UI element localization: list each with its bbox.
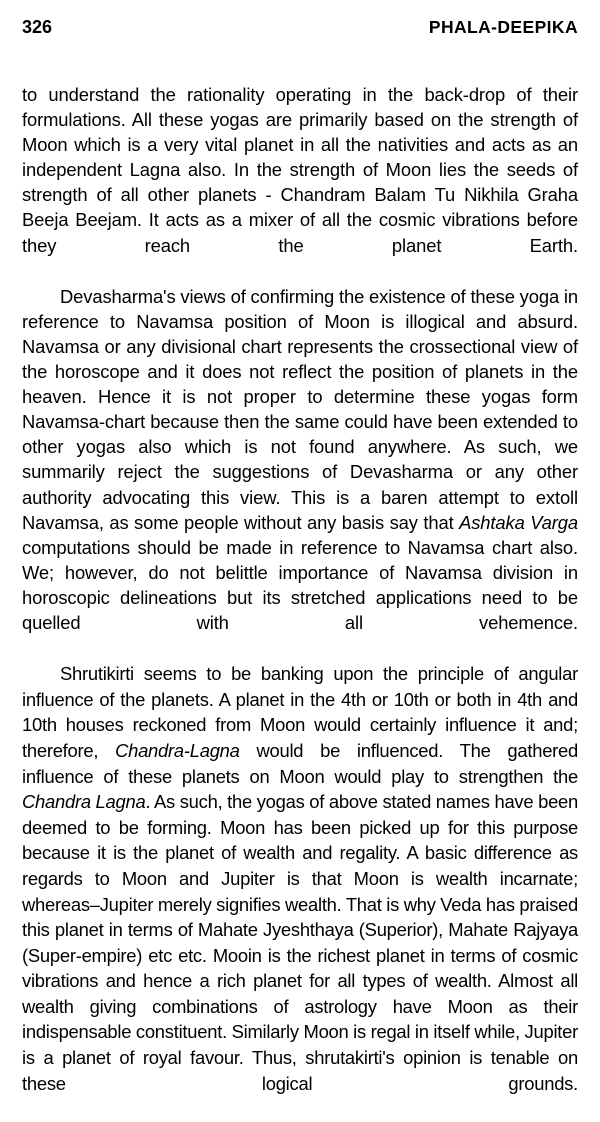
text-run: . As such, the yogas of above stated names have been deemed to be forming. Moon has been picked up for this purpose because it is the planet of wealth and regality. A basic difference as regards to Moon and Jupiter is that Moon is wealth incarnate; whereas–Jupiter merely signifies wealth. That is why Veda has praised this planet in terms of Mahate Jyeshthaya (Superior), Mahate Rajyaya (Super-empire) etc etc. Mooin is the richest planet in terms of cosmic vibrations and hence a rich planet for all types of wealth. Almost all wealth giving combinations of astrology have Moon as their indispensable constituent. Similarly Moon is regal in itself while, Jupiter is a planet of royal favour. Thus, shrutakirti's opinion is tenable on these logical grounds.: [22, 791, 579, 1094]
italic-term: Chandra-Lagna: [115, 739, 240, 761]
book-title: PHALA-DEEPIKA: [428, 17, 578, 37]
text-run: would be influenced. The gathered influence of these planets on Moon would play to strengthen the: [22, 739, 579, 787]
body-text-column: [22, 82, 578, 1122]
text-run: computations should be made in reference to Navamsa chart also. We; however, do not belittle importance of Navamsa division in horoscopic delineations but its stretched applications need to be quelled with all vehemence.: [22, 536, 578, 633]
text-run: to understand the rationality operating in the back-drop of their formulations. All these yogas are primarily based on the strength of Moon which is a very vital planet in all the nativities and acts as an independent Lagna also. In the strength of Moon lies the seeds of strength of all other planets - Chandram Balam Tu Nikhila Graha Beeja Beejam. It acts as a mixer of all the cosmic vibrations before they reach the planet Earth.: [22, 84, 578, 256]
paragraph: [22, 82, 578, 283]
page-number: 326: [22, 17, 53, 37]
running-head: [22, 18, 578, 44]
italic-term: Chandra Lagna: [22, 791, 146, 813]
italic-term: Ashtaka Varga: [459, 511, 578, 533]
paragraph: [22, 284, 578, 660]
text-run: Devasharma's views of confirming the existence of these yoga in reference to Navamsa position of Moon is illogical and absurd. Navamsa or any divisional chart represents the crossectional view of the horoscope and it does not reflect the position of planets in the heaven. Hence it is not proper to determine these yogas form Navamsa-chart because then the same could have been extended to other yogas also which is not found anywhere. As such, we summarily reject the suggestions of Devasharma or any other authority advocating this view. This is a baren attempt to extoll Navamsa, as some people without any basis say that: [22, 285, 578, 533]
paragraph: [22, 661, 578, 1122]
text-run: Shrutikirti seems to be banking upon the principle of angular influence of the planets. A planet in the 4th or 10th or both in 4th and 10th houses reckoned from Moon would certainly influence it and; therefore,: [22, 663, 578, 761]
